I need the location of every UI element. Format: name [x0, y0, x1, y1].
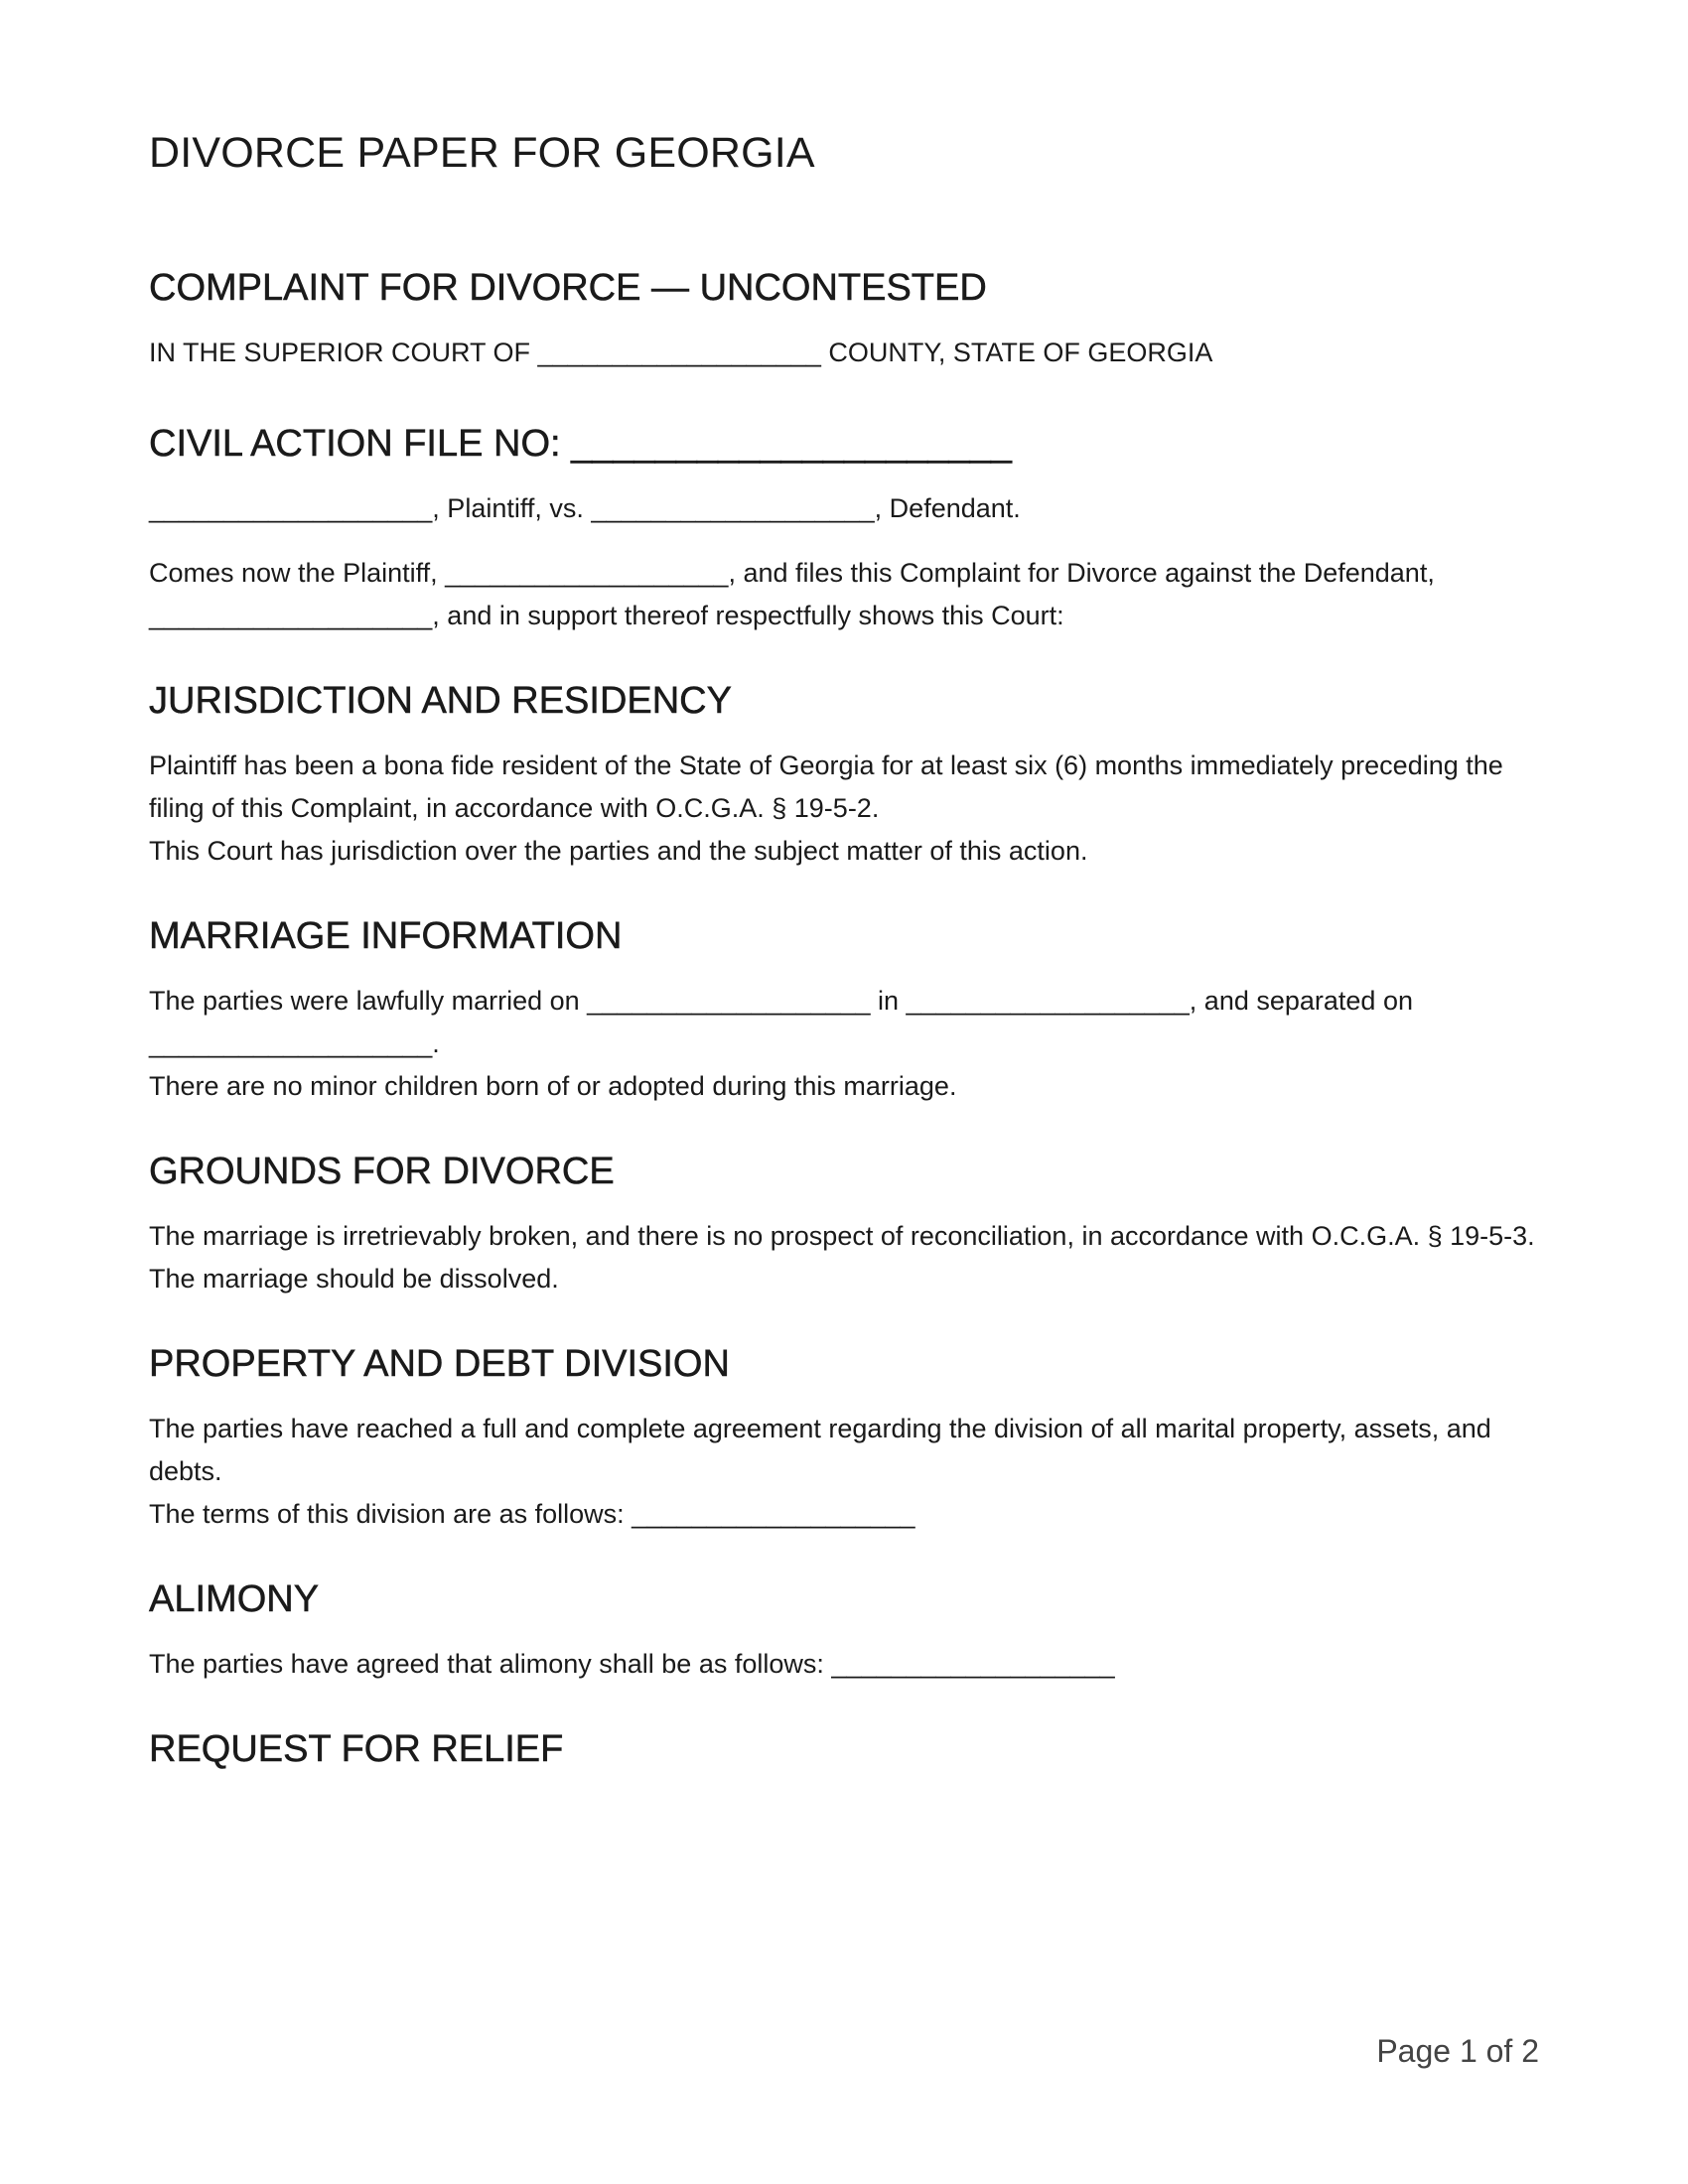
- complaint-heading: COMPLAINT FOR DIVORCE — UNCONTESTED: [149, 267, 987, 309]
- jurisdiction-heading: JURISDICTION AND RESIDENCY: [149, 680, 732, 722]
- marriage-paragraph-2: There are no minor children born of or adopted during this marriage.: [149, 1071, 957, 1101]
- document-content: [149, 123, 1539, 1813]
- property-paragraph-1: The parties have reached a full and complete agreement regarding the division of all marital property, assets, and debts.: [149, 1414, 1491, 1486]
- jurisdiction-paragraph-1: Plaintiff has been a bona fide resident of the State of Georgia for at least six (6) months immediately preceding the filing of this Complaint, in accordance with O.C.G.A. § 19-5-2.: [149, 751, 1503, 823]
- marriage-section: [149, 910, 1539, 1108]
- alimony-section: [149, 1573, 1539, 1686]
- page-number: Page 1 of 2: [1376, 2033, 1539, 2069]
- parties-line: ___________________, Plaintiff, vs. ___________________, Defendant.: [149, 493, 1021, 523]
- marriage-heading: MARRIAGE INFORMATION: [149, 915, 623, 957]
- property-heading: PROPERTY AND DEBT DIVISION: [149, 1343, 730, 1385]
- comes-now-paragraph: Comes now the Plaintiff, ___________________, and files this Complaint for Divorce against the Defendant, ___________________, and in support thereof respectfully shows this Court:: [149, 558, 1435, 630]
- jurisdiction-section: [149, 675, 1539, 873]
- relief-heading: REQUEST FOR RELIEF: [149, 1728, 564, 1770]
- grounds-paragraph-1: The marriage is irretrievably broken, and there is no prospect of reconciliation, in accordance with O.C.G.A. § 19-5-3.: [149, 1221, 1535, 1251]
- grounds-section: [149, 1146, 1539, 1300]
- marriage-paragraph-1: The parties were lawfully married on ___________________ in ___________________, and separated on ___________________.: [149, 986, 1413, 1058]
- grounds-paragraph-2: The marriage should be dissolved.: [149, 1264, 559, 1294]
- property-section: [149, 1338, 1539, 1536]
- civil-action-heading: CIVIL ACTION FILE NO: _____________________: [149, 423, 1012, 465]
- alimony-paragraph-1: The parties have agreed that alimony shall be as follows: ___________________: [149, 1649, 1115, 1679]
- court-line: IN THE SUPERIOR COURT OF ___________________ COUNTY, STATE OF GEORGIA: [149, 338, 1213, 367]
- jurisdiction-paragraph-2: This Court has jurisdiction over the parties and the subject matter of this action.: [149, 836, 1088, 866]
- document-title: DIVORCE PAPER FOR GEORGIA: [149, 129, 815, 177]
- relief-section: [149, 1723, 1539, 1775]
- alimony-heading: ALIMONY: [149, 1578, 320, 1620]
- property-paragraph-2: The terms of this division are as follows: ___________________: [149, 1499, 915, 1529]
- grounds-heading: GROUNDS FOR DIVORCE: [149, 1151, 615, 1192]
